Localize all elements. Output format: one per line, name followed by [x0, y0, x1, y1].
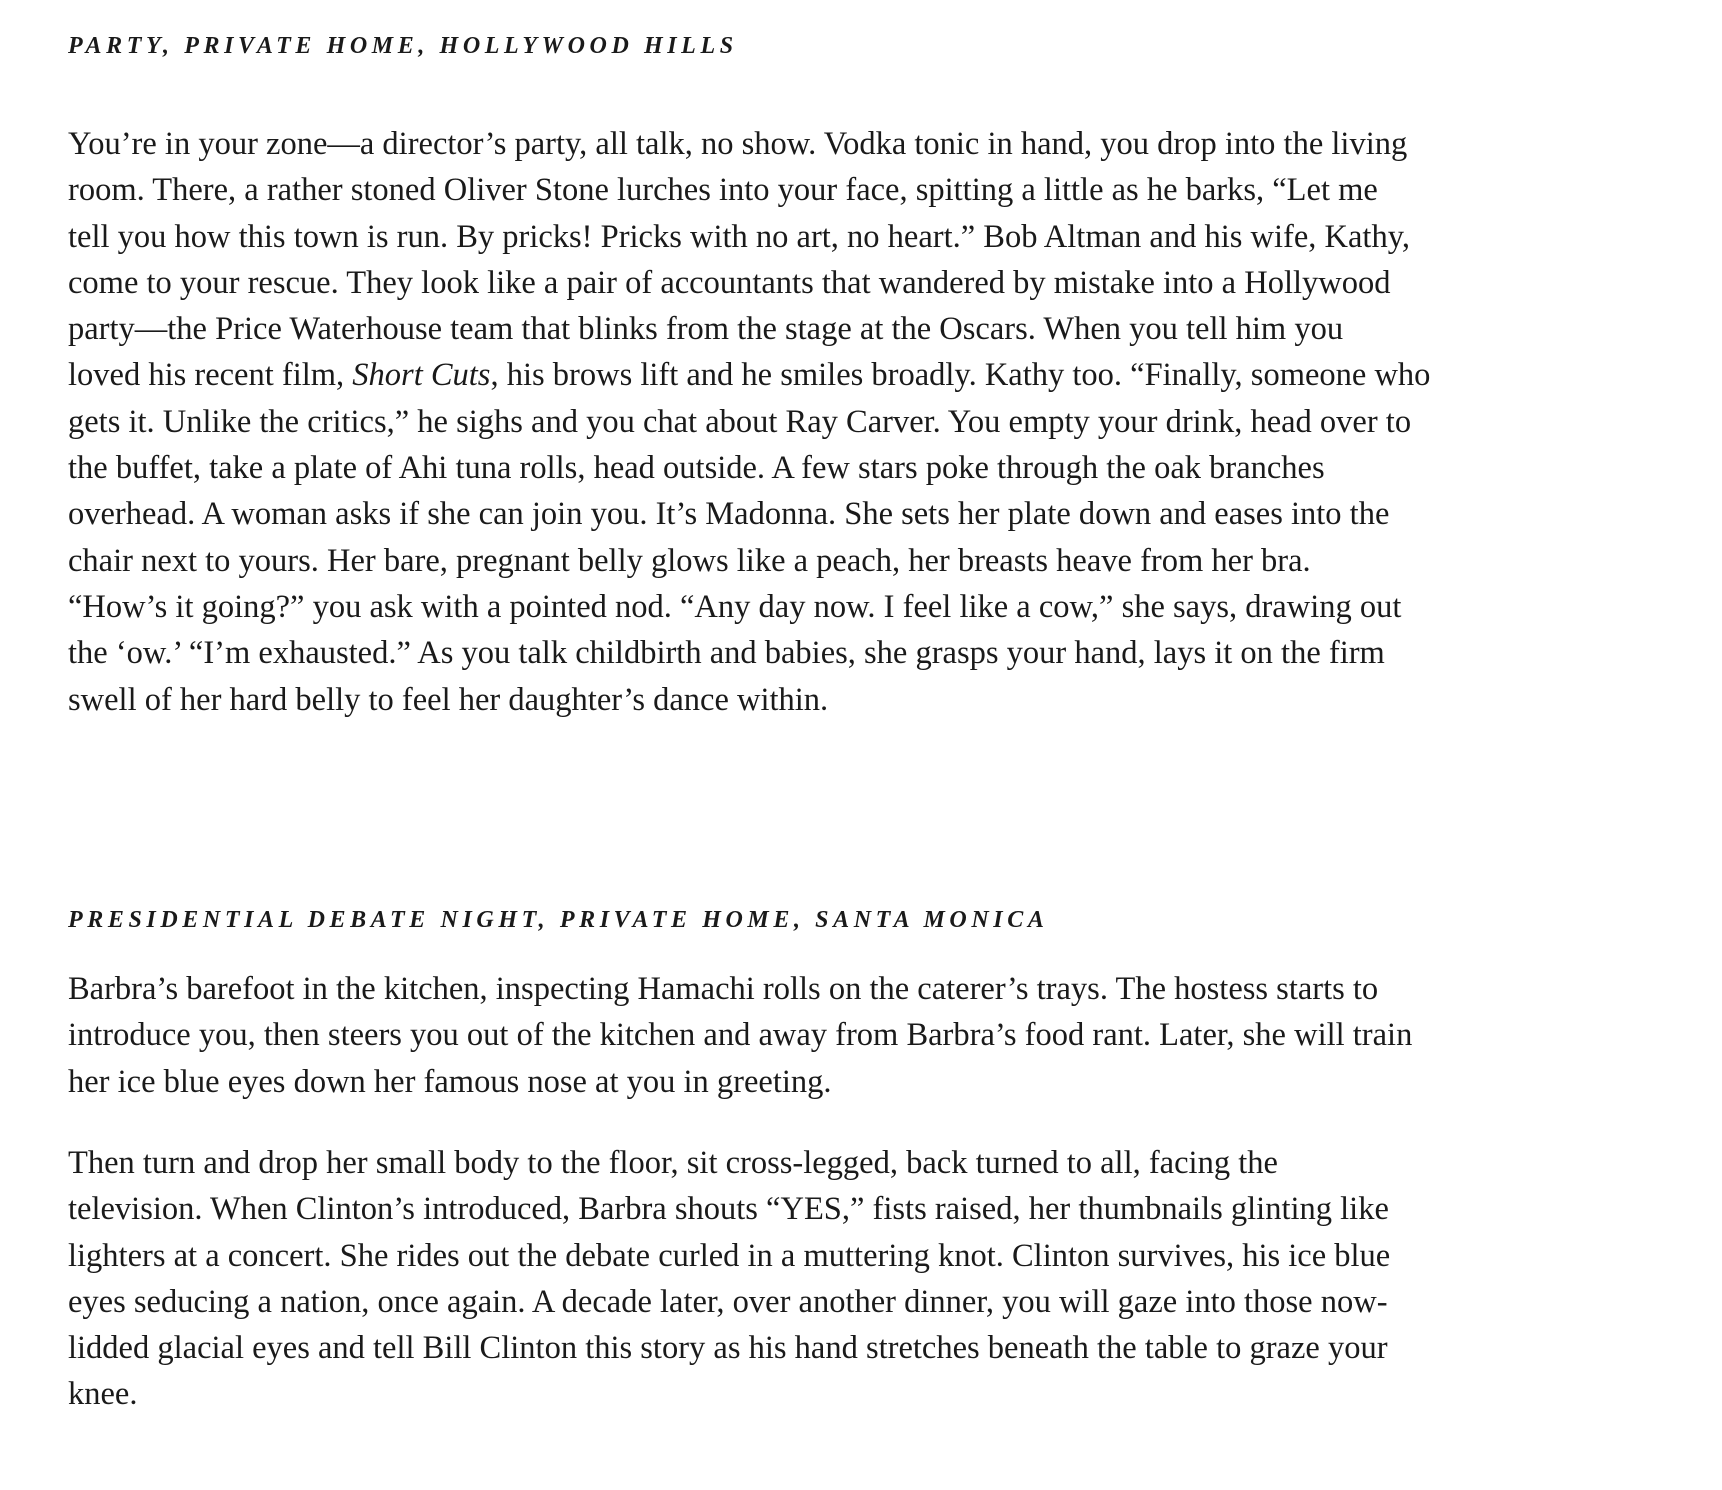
paragraph-debate [68, 1140, 1390, 1418]
text-segment: loved his recent film, [68, 357, 353, 394]
text-line: overhead. A woman asks if she can join you. It’s Madonna. She sets her plate down and eases into the [68, 496, 1390, 533]
text-line: eyes seducing a nation, once again. A decade later, over another dinner, you will gaze into those now- [68, 1283, 1388, 1320]
text-line: party—the Price Waterhouse team that blinks from the stage at the Oscars. When you tell him you [68, 311, 1344, 348]
text-line: introduce you, then steers you out of the kitchen and away from Barbra’s food rant. Later, she will train [68, 1017, 1413, 1054]
text-line: the ‘ow.’ “I’m exhausted.” As you talk childbirth and babies, she grasps your hand, lays it on the firm [68, 635, 1385, 672]
text-line: her ice blue eyes down her famous nose at you in greeting. [68, 1063, 832, 1100]
text-line: room. There, a rather stoned Oliver Stone lurches into your face, spitting a little as he barks, “Let me [68, 172, 1378, 209]
text-line: gets it. Unlike the critics,” he sighs and you chat about Ray Carver. You empty your drink, head over to [68, 403, 1412, 440]
text-line: chair next to yours. Her bare, pregnant belly glows like a peach, her breasts heave from her bra. [68, 542, 1311, 579]
text-line: lidded glacial eyes and tell Bill Clinton this story as his hand stretches beneath the table to graze your [68, 1330, 1388, 1367]
section-heading-party: PARTY, PRIVATE HOME, HOLLYWOOD HILLS [68, 33, 738, 59]
text-line [68, 352, 1430, 398]
text-line: swell of her hard belly to feel her daughter’s dance within. [68, 681, 829, 718]
film-title: Short Cuts [352, 357, 491, 394]
text-line: the buffet, take a plate of Ahi tuna rolls, head outside. A few stars poke through the oak branches [68, 450, 1325, 487]
text-line: Then turn and drop her small body to the floor, sit cross-legged, back turned to all, facing the [68, 1145, 1278, 1181]
text-line: knee. [68, 1376, 138, 1413]
paragraph-party [68, 121, 1430, 723]
text-line: lighters at a concert. She rides out the debate curled in a muttering knot. Clinton survives, his ice blue [68, 1237, 1391, 1274]
text-line: come to your rescue. They look like a pair of accountants that wandered by mistake into a Hollywood [68, 264, 1391, 301]
text-line: You’re in your zone—a director’s party, all talk, no show. Vodka tonic in hand, you drop into the living [68, 126, 1408, 162]
text-line: Barbra’s barefoot in the kitchen, inspecting Hamachi rolls on the caterer’s trays. The hostess starts to [68, 971, 1379, 1007]
text-line: television. When Clinton’s introduced, Barbra shouts “YES,” fists raised, her thumbnails glinting like [68, 1191, 1389, 1228]
paragraph-kitchen [68, 966, 1412, 1105]
text-line: tell you how this town is run. By pricks! Pricks with no art, no heart.” Bob Altman and his wife, Kathy, [68, 218, 1410, 255]
text-segment: , his brows lift and he smiles broadly. Kathy too. “Finally, someone who [490, 357, 1431, 394]
section-heading-debate-night: PRESIDENTIAL DEBATE NIGHT, PRIVATE HOME, SANTA MONICA [68, 907, 1049, 933]
text-line: “How’s it going?” you ask with a pointed nod. “Any day now. I feel like a cow,” she says, drawing out [68, 588, 1402, 625]
